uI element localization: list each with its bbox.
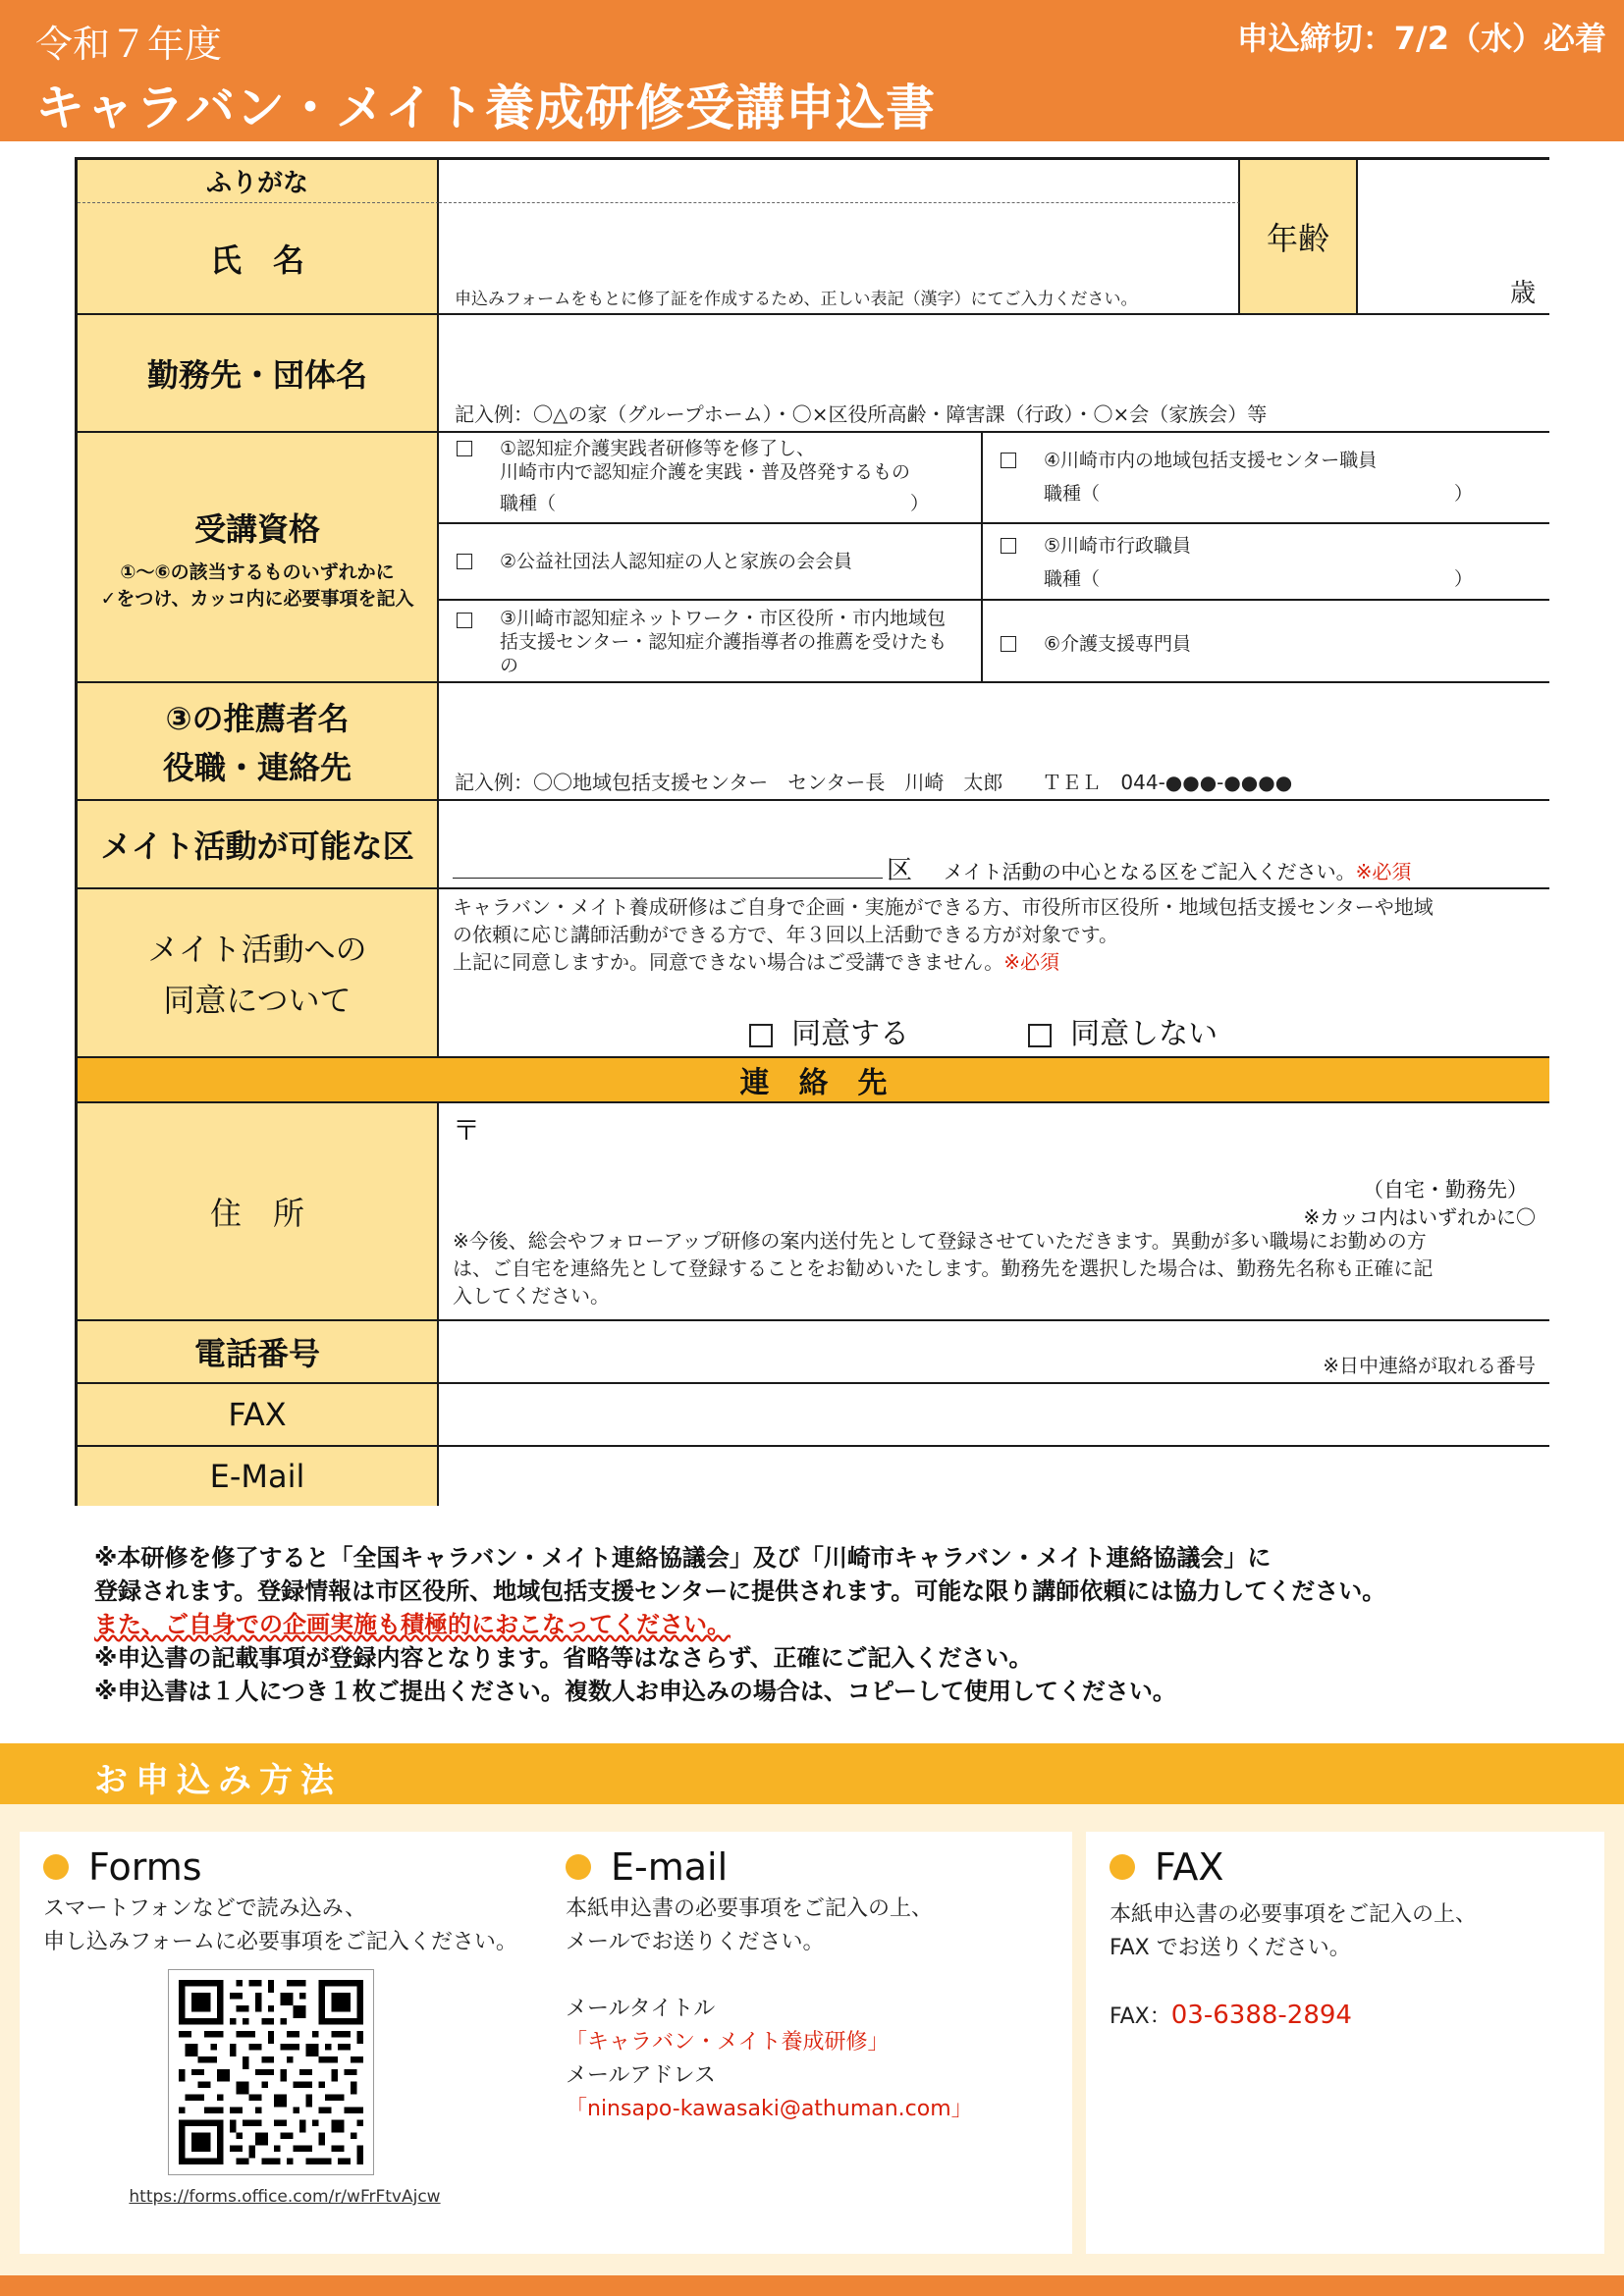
forms-text xyxy=(43,1893,517,1959)
email-address-link[interactable]: 「ninsapo-kawasaki@athuman.com」 xyxy=(566,2097,973,2121)
q5-job[interactable]: 職種（ ） xyxy=(1044,568,1474,590)
furigana-label: ふりがな xyxy=(78,160,439,203)
name-note: 申込みフォームをもとに修了証を作成するため、正しい表記（漢字）にてご入力ください。 xyxy=(455,290,1138,309)
ward-underline xyxy=(453,878,883,879)
ward-note: メイト活動の中心となる区をご記入ください。※必須 xyxy=(944,860,1412,883)
recommender-label-line1: ③の推薦者名 xyxy=(165,700,350,737)
name-label: 氏 名 xyxy=(78,203,439,315)
email-card xyxy=(542,1832,1072,2254)
note-line1: ※本研修を修了すると「全国キャラバン・メイト連絡協議会」及び「川崎市キャラバン・メイト連絡協議会」に xyxy=(94,1544,1272,1572)
q5-checkbox[interactable] xyxy=(1001,538,1016,554)
workplace-field[interactable] xyxy=(439,315,1549,433)
q6-text: ⑥介護支援専門員 xyxy=(1044,633,1192,655)
name-field[interactable] xyxy=(439,203,1240,315)
q4-text: ④川崎市内の地域包括支援センター職員 xyxy=(1044,450,1378,471)
ward-required: ※必須 xyxy=(1355,860,1412,883)
fax-number-row xyxy=(1110,1999,1477,2034)
address-choice[interactable]: （自宅・勤務先） xyxy=(1363,1178,1528,1201)
ward-row xyxy=(439,801,1549,889)
fax-label: FAX xyxy=(78,1384,439,1447)
ward-input[interactable] xyxy=(453,838,883,878)
forms-text2: 申し込みフォームに必要事項をご記入ください。 xyxy=(43,1930,517,1954)
phone-note: ※日中連絡が取れる番号 xyxy=(1323,1354,1536,1377)
phone-field[interactable] xyxy=(439,1321,1549,1384)
phone-label: 電話番号 xyxy=(78,1321,439,1384)
qualification-option-1 xyxy=(439,433,983,524)
consent-field xyxy=(439,889,1549,1058)
address-note2: は、ご自宅を連絡先として登録することをお勧めいたします。勤務先を選択した場合は、勤務先名称も正確に記 xyxy=(453,1256,1434,1280)
fax-number: 03-6388-2894 xyxy=(1170,2001,1352,2030)
q1-text1: ①認知症介護実践者研修等を修了し、 xyxy=(500,438,816,459)
q1-job[interactable]: 職種（ ） xyxy=(500,493,930,514)
bullet-icon xyxy=(1110,1854,1135,1880)
address-choice-note: ※カッコ内はいずれかに〇 xyxy=(1303,1205,1536,1229)
footer-bar xyxy=(0,2275,1624,2296)
q3-text1: ③川崎市認知症ネットワーク・市区役所・市内地域包 xyxy=(500,608,947,629)
apply-title: お申込み方法 xyxy=(94,1761,342,1800)
q6-checkbox[interactable] xyxy=(1001,636,1016,652)
qr-code-icon[interactable] xyxy=(168,1969,374,2175)
email-text xyxy=(566,1893,973,2126)
ward-label: メイト活動が可能な区 xyxy=(78,801,439,889)
page-title: キャラバン・メイト養成研修受講申込書 xyxy=(35,80,936,136)
recommender-label xyxy=(78,683,439,801)
qualification-label xyxy=(78,433,439,683)
disagree-option[interactable] xyxy=(1028,1009,1218,1052)
q4-job[interactable]: 職種（ ） xyxy=(1044,483,1474,505)
page-header xyxy=(0,0,1624,141)
q4-checkbox[interactable] xyxy=(1001,453,1016,468)
disagree-label: 同意しない xyxy=(1070,1017,1218,1051)
forms-card xyxy=(20,1832,550,2254)
consent-required: ※必須 xyxy=(1003,950,1059,974)
address-note1: ※今後、総会やフォローアップ研修の案内送付先として登録させていただきます。異動が多い職場にお勤めの方 xyxy=(453,1229,1427,1253)
postal-mark: 〒 xyxy=(453,1114,481,1147)
forms-heading: Forms xyxy=(43,1845,202,1889)
q2-text: ②公益社団法人認知症の人と家族の会会員 xyxy=(500,551,853,572)
q1-text2: 川崎市内で認知症介護を実践・普及啓発するもの xyxy=(500,461,911,483)
consent-text3: 上記に同意しますか。同意できない場合はご受講できません。※必須 xyxy=(453,950,1059,974)
email-address-label: メールアドレス xyxy=(566,2063,716,2088)
qualification-title: 受講資格 xyxy=(193,509,320,548)
address-label: 住 所 xyxy=(78,1103,439,1321)
note-line4: ※申込書の記載事項が登録内容となります。省略等はなさらず、正確にご記入ください。 xyxy=(94,1644,1033,1672)
note-line3: また、ご自身での企画実施も積極的におこなってください。 xyxy=(94,1611,731,1638)
qualification-option-5 xyxy=(983,524,1549,601)
disagree-checkbox[interactable] xyxy=(1028,1024,1052,1047)
workplace-label: 勤務先・団体名 xyxy=(78,315,439,433)
deadline: 申込締切：7/2（水）必着 xyxy=(1236,20,1606,57)
ward-suffix: 区 xyxy=(887,856,913,885)
age-label: 年齢 xyxy=(1240,160,1358,315)
recommender-field[interactable] xyxy=(439,683,1549,801)
address-field[interactable] xyxy=(439,1103,1549,1321)
note-line5: ※申込書は１人につき１枚ご提出ください。複数人お申込みの場合は、コピーして使用してください。 xyxy=(94,1678,1176,1705)
qualification-sub1: ①～⑥の該当するものいずれかに xyxy=(120,561,395,583)
email-subject: 「キャラバン・メイト養成研修」 xyxy=(566,2030,890,2055)
workplace-example: 記入例：〇△の家（グループホーム）・〇×区役所高齢・障害課（行政）・〇×会（家族会）等 xyxy=(455,402,1268,426)
application-form xyxy=(75,157,1549,1506)
consent-label-line2: 同意について xyxy=(163,982,352,1019)
agree-label: 同意する xyxy=(791,1017,910,1051)
agree-option[interactable] xyxy=(749,1009,909,1052)
age-unit: 歳 xyxy=(1509,279,1536,308)
email-text2: メールでお送りください。 xyxy=(566,1930,825,1954)
recommender-example: 記入例：〇〇地域包括支援センター センター長 川崎 太郎 ＴＥＬ 044-●●●-●●●● xyxy=(455,771,1293,794)
apply-header xyxy=(0,1743,1624,1804)
fax-field[interactable] xyxy=(439,1384,1549,1447)
q1-checkbox[interactable] xyxy=(457,441,472,456)
q5-text: ⑤川崎市行政職員 xyxy=(1044,535,1192,557)
fax-text1: 本紙申込書の必要事項をご記入の上、 xyxy=(1110,1902,1478,1927)
consent-text2: の依頼に応じ講師活動ができる方で、年３回以上活動できる方が対象です。 xyxy=(453,923,1118,946)
email-label: E-Mail xyxy=(78,1447,439,1506)
q2-checkbox[interactable] xyxy=(457,554,472,569)
agree-checkbox[interactable] xyxy=(749,1024,773,1047)
bullet-icon xyxy=(566,1854,591,1880)
fax-heading: FAX xyxy=(1110,1845,1223,1889)
contact-header: 連 絡 先 xyxy=(78,1058,1549,1103)
note-line2: 登録されます。登録情報は市区役所、地域包括支援センターに提供されます。可能な限り講師依頼には協力してください。 xyxy=(94,1577,1386,1605)
forms-text1: スマートフォンなどで読み込み、 xyxy=(43,1896,367,1921)
bullet-icon xyxy=(43,1854,69,1880)
email-text1: 本紙申込書の必要事項をご記入の上、 xyxy=(566,1896,934,1921)
q3-text2: 括支援センター・認知症介護指導者の推薦を受けたも xyxy=(500,631,947,653)
qualification-sub2: ✓をつけ、カッコ内に必要事項を記入 xyxy=(100,587,414,610)
notes xyxy=(94,1541,1547,1708)
fiscal-year: 令和７年度 xyxy=(35,23,223,66)
qualification-option-2 xyxy=(439,524,983,601)
age-field[interactable] xyxy=(1358,160,1549,315)
consent-label-line1: メイト活動への xyxy=(147,931,367,968)
consent-text1: キャラバン・メイト養成研修はご自身で企画・実施ができる方、市役所市区役所・地域包括支援センターや地域 xyxy=(453,895,1434,919)
recommender-label-line2: 役職・連絡先 xyxy=(162,749,352,786)
qualification-option-4 xyxy=(983,433,1549,524)
qualification-option-6 xyxy=(983,601,1549,683)
furigana-field[interactable] xyxy=(439,160,1240,203)
fax-text xyxy=(1110,1898,1477,2034)
fax-card xyxy=(1086,1832,1604,2254)
fax-number-label: FAX： xyxy=(1110,2004,1171,2029)
email-subject-label: メールタイトル xyxy=(566,1997,716,2021)
consent-label xyxy=(78,889,439,1058)
email-heading: E-mail xyxy=(566,1845,728,1889)
qualification-option-3 xyxy=(439,601,983,683)
email-field[interactable] xyxy=(439,1447,1549,1506)
q3-checkbox[interactable] xyxy=(457,613,472,628)
forms-url-link[interactable]: https://forms.office.com/r/wFrFtvAjcw xyxy=(129,2187,441,2207)
address-note3: 入してください。 xyxy=(453,1284,610,1308)
fax-text2: FAX でお送りください。 xyxy=(1110,1936,1351,1960)
q3-text3: の xyxy=(500,655,519,676)
